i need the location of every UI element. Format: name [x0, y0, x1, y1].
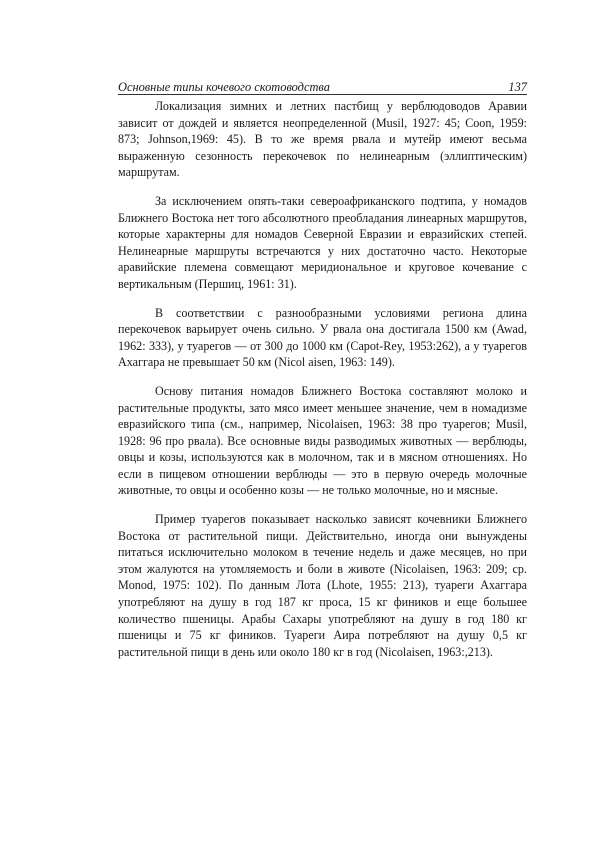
paragraph-1: Локализация зимних и летних пастбищ у верблюдоводов Аравии зависит от дождей и является неопределенной (Musil, 1927: 45; Coon, 1959: 873; Johnson,1969: 45). В то же время рвала и мутейр имеют весьма выраженную сезонность перекочевок по нелинеарным (эллиптическим) маршрутам. — [118, 99, 527, 180]
running-header — [118, 79, 527, 94]
paragraph-5: Пример туарегов показывает насколько зависят кочевники Ближнего Востока от растительной пищи. Действительно, иногда они вынуждены питаться исключительно молоком в течение недель и даже месяцев, но при этом жалуются на утомляемость и боли в животе (Nicolaisen, 1963: 209; ср. Monod, 1975: 102). По данным Лота (Lhote, 1955: 213), туареги Ахаггара употребляют на душу в год 187 кг проса, 15 кг фиников и еще большее количество пшеницы. Арабы Сахары употребляют на душу в год 180 кг пшеницы и 75 кг фиников. Туареги Аира потребляют на душу 0,5 кг растительной пищи в день или около 180 кг в год (Nicolaisen, 1963:,213). — [118, 512, 527, 659]
paragraph-3: В соответствии с разнообразными условиями региона длина перекочевок варьирует очень сильно. У рвала она достигала 1500 км (Awad, 1962: 333), у туарегов — от 300 до 1000 км (Capot-Rey, 1953:262), а у туарегов Ахаггара не превышает 50 км (Nicol aisen, 1963: 149). — [118, 305, 527, 370]
page-number: 137 — [508, 80, 527, 94]
running-title: Основные типы кочевого скотоводства — [118, 80, 330, 94]
paragraph-4: Основу питания номадов Ближнего Востока составляют молоко и растительные продукты, зато мясо имеет меньшее значение, чем в номадизме евразийского типа (см., например, Nicolaisen, 1963: 38 про туарегов; Musil, 1928: 96 про рвала). Все основные виды разводимых животных — верблюды, овцы и козы, используются как в молочном, так и в мясном отношениях. Но если в пищевом отношении верблюды — это в первую очередь молочные животные, то овцы и особенно козы — не только молочные, но и мясные. — [118, 383, 527, 498]
paragraph-2: За исключением опять-таки североафриканского подтипа, у номадов Ближнего Востока нет того абсолютного преобладания линеарных маршрутов, которые характерны для номадов Северной Евразии и евразийских степей. Нелинеарные маршруты встречаются у них достаточно часто. Некоторые аравийские племена совмещают меридиональное и круговое кочевание с вертикальным (Першиц, 1961: 31). — [118, 193, 527, 291]
header-rule — [118, 94, 527, 95]
body-text — [118, 98, 527, 672]
